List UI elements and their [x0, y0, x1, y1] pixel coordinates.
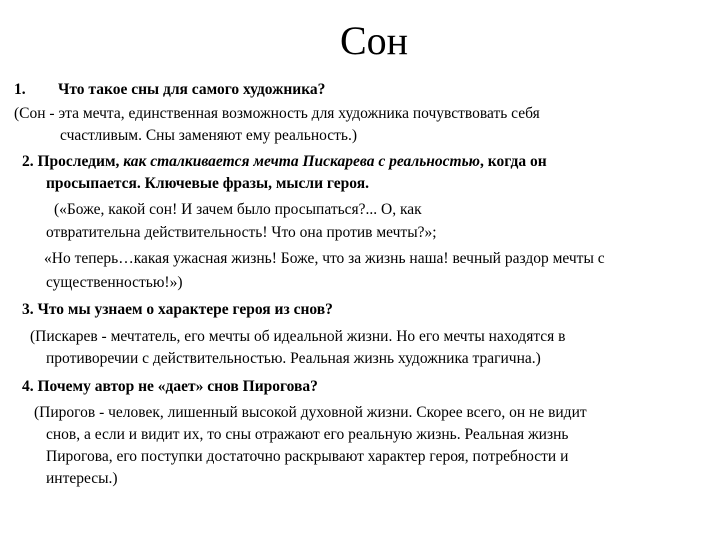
question-4-text: 4. Почему автор не «дает» снов Пирогова?: [22, 378, 318, 395]
answer-4-line-4: интересы.): [46, 470, 118, 487]
question-2-lead: 2. Проследим,: [22, 153, 124, 170]
answer-3-line-1: (Пискарев - мечтатель, его мечты об идеальной жизни. Но его мечты находятся в: [30, 328, 566, 345]
quote-2-line-2: существенностью!»): [46, 274, 183, 291]
question-2-tail: , когда он: [480, 153, 547, 170]
answer-1-line-1: (Сон - эта мечта, единственная возможность для художника почувствовать себя: [14, 105, 540, 122]
answer-4-line-1: (Пирогов - человек, лишенный высокой духовной жизни. Скорее всего, он не видит: [34, 404, 587, 421]
question-2-line-2: просыпается. Ключевые фразы, мысли героя.: [46, 175, 369, 192]
question-2-italic: как сталкивается мечта Пискарева с реальностью: [123, 153, 480, 170]
quote-2-line-1: «Но теперь…какая ужасная жизнь! Боже, что за жизнь наша! вечный раздор мечты с: [44, 250, 605, 267]
quote-1-line-2: отвратительна действительность! Что она против мечты?»;: [46, 224, 437, 241]
question-1-text: Что такое сны для самого художника?: [58, 81, 326, 98]
answer-3-line-2: противоречии с действительностью. Реальная жизнь художника трагична.): [46, 350, 541, 367]
quote-1-line-1: («Боже, какой сон! И зачем было просыпаться?... О, как: [54, 201, 422, 218]
slide-title: Сон: [340, 18, 409, 63]
question-3-text: 3. Что мы узнаем о характере героя из снов?: [22, 301, 333, 318]
question-1-line: [14, 79, 325, 101]
answer-4-line-2: снов, а если и видит их, то сны отражают его реальную жизнь. Реальная жизнь: [46, 426, 569, 443]
answer-1-line-2: счастливым. Сны заменяют ему реальность.): [60, 127, 358, 144]
question-1-number: 1.: [14, 81, 26, 98]
question-2-line-1: [22, 151, 547, 173]
answer-4-line-3: Пирогова, его поступки достаточно раскрывают характер героя, потребности и: [46, 448, 569, 465]
